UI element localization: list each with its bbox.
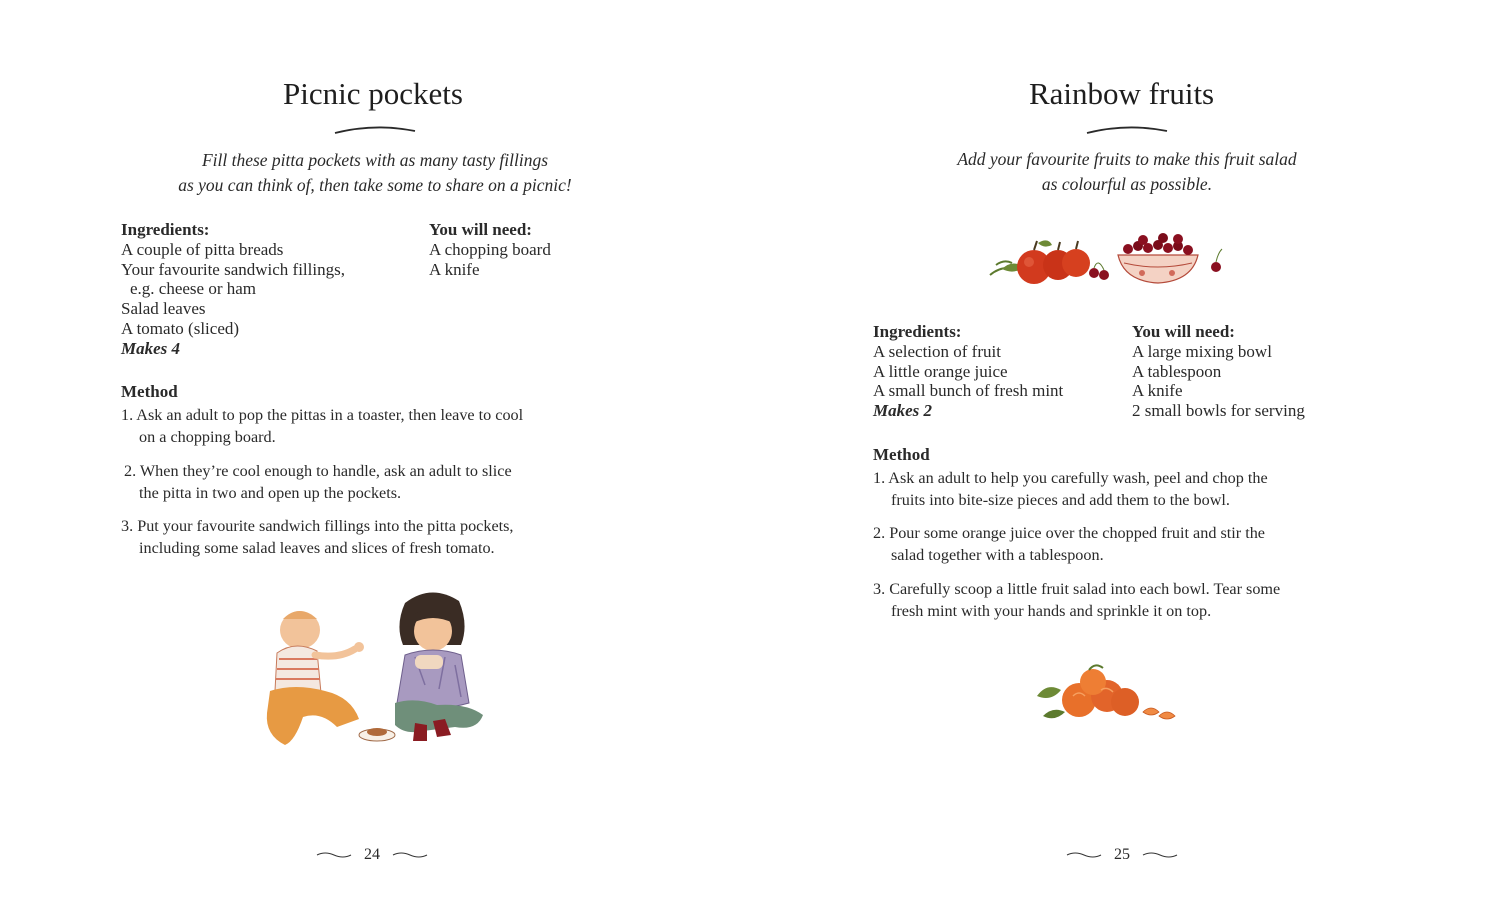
step-number: 3. [121,517,134,535]
ingredient-item: A small bunch of fresh mint [873,381,1064,401]
method-step [121,404,523,448]
ingredient-item: Your favourite sandwich fillings, [121,259,345,279]
method-step [124,460,512,504]
ingredients-list [873,322,1063,421]
step-number: 1. [121,406,134,424]
step-text: Ask an adult to pop the pittas in a toaster, then leave to cool [136,406,524,424]
recipe-intro [150,148,600,198]
ingredient-item: A little orange juice [873,361,1008,381]
equipment-heading: You will need: [429,220,532,239]
page-number-text: 24 [364,846,380,863]
step-text: Carefully scoop a little fruit salad into each bowl. Tear some [889,580,1281,598]
method-step [873,467,1268,511]
step-text-cont: the pitta in two and open up the pockets. [139,484,402,502]
method-step [873,522,1265,566]
folio-flourish-left [1066,851,1102,859]
ingredients-heading: Ingredients: [873,322,962,341]
step-text-cont: fruits into bite-size pieces and add them to the bowl. [891,491,1230,509]
intro-line: as colourful as possible. [1041,174,1213,194]
step-text-cont: including some salad leaves and slices of fresh tomato. [139,539,495,557]
folio-flourish-right [1142,851,1178,859]
step-text-cont: salad together with a tablespoon. [891,546,1104,564]
children-picnic-illustration [255,585,495,750]
equipment-item: 2 small bowls for serving [1132,401,1305,421]
intro-line: as you can think of, then take some to share on a picnic! [178,175,572,195]
ingredient-item: e.g. cheese or ham [130,279,257,299]
equipment-item: A tablespoon [1132,361,1222,381]
page-number [316,846,428,864]
ingredient-item: A selection of fruit [873,341,1001,361]
method-step [121,515,513,559]
page-number [1066,846,1178,864]
title-flourish [1085,125,1169,137]
equipment-item: A knife [1132,381,1183,401]
equipment-list [429,220,551,279]
tangerines-illustration [1033,660,1183,730]
step-text-cont: fresh mint with your hands and sprinkle it on top. [891,602,1212,620]
step-text: When they’re cool enough to handle, ask an adult to slice [139,462,512,480]
step-text: Put your favourite sandwich fillings into the pitta pockets, [137,517,514,535]
makes-count: Makes 2 [873,401,933,421]
step-number: 3. [873,580,886,598]
page-number-text: 25 [1114,846,1130,863]
step-text: Pour some orange juice over the chopped fruit and stir the [889,524,1265,542]
title-flourish [333,125,417,137]
recipe-title: Picnic pockets [283,76,463,111]
ingredients-list [121,220,345,359]
equipment-heading: You will need: [1132,322,1235,341]
recipe-title: Rainbow fruits [1029,76,1215,111]
makes-count: Makes 4 [121,338,181,358]
equipment-item: A large mixing bowl [1132,341,1272,361]
ingredient-item: Salad leaves [121,299,206,319]
method-heading: Method [873,445,930,464]
ingredient-item: A tomato (sliced) [121,318,240,338]
step-number: 2. [873,524,886,542]
equipment-item: A chopping board [429,239,551,259]
ingredients-heading: Ingredients: [121,220,210,239]
step-text-cont: on a chopping board. [139,428,276,446]
recipe-intro [902,147,1352,197]
method-step [873,578,1280,622]
intro-line: Fill these pitta pockets with as many tasty fillings [201,150,549,170]
step-number: 1. [873,469,886,487]
equipment-list [1132,322,1305,421]
apples-cherries-illustration [982,215,1232,290]
step-text: Ask an adult to help you carefully wash, peel and chop the [888,469,1268,487]
step-number: 2. [124,462,137,480]
ingredient-item: A couple of pitta breads [121,239,284,259]
right-page [750,0,1500,907]
equipment-item: A knife [429,259,480,279]
method-heading: Method [121,382,178,401]
intro-line: Add your favourite fruits to make this fruit salad [957,149,1297,169]
folio-flourish-right [392,851,428,859]
folio-flourish-left [316,851,352,859]
